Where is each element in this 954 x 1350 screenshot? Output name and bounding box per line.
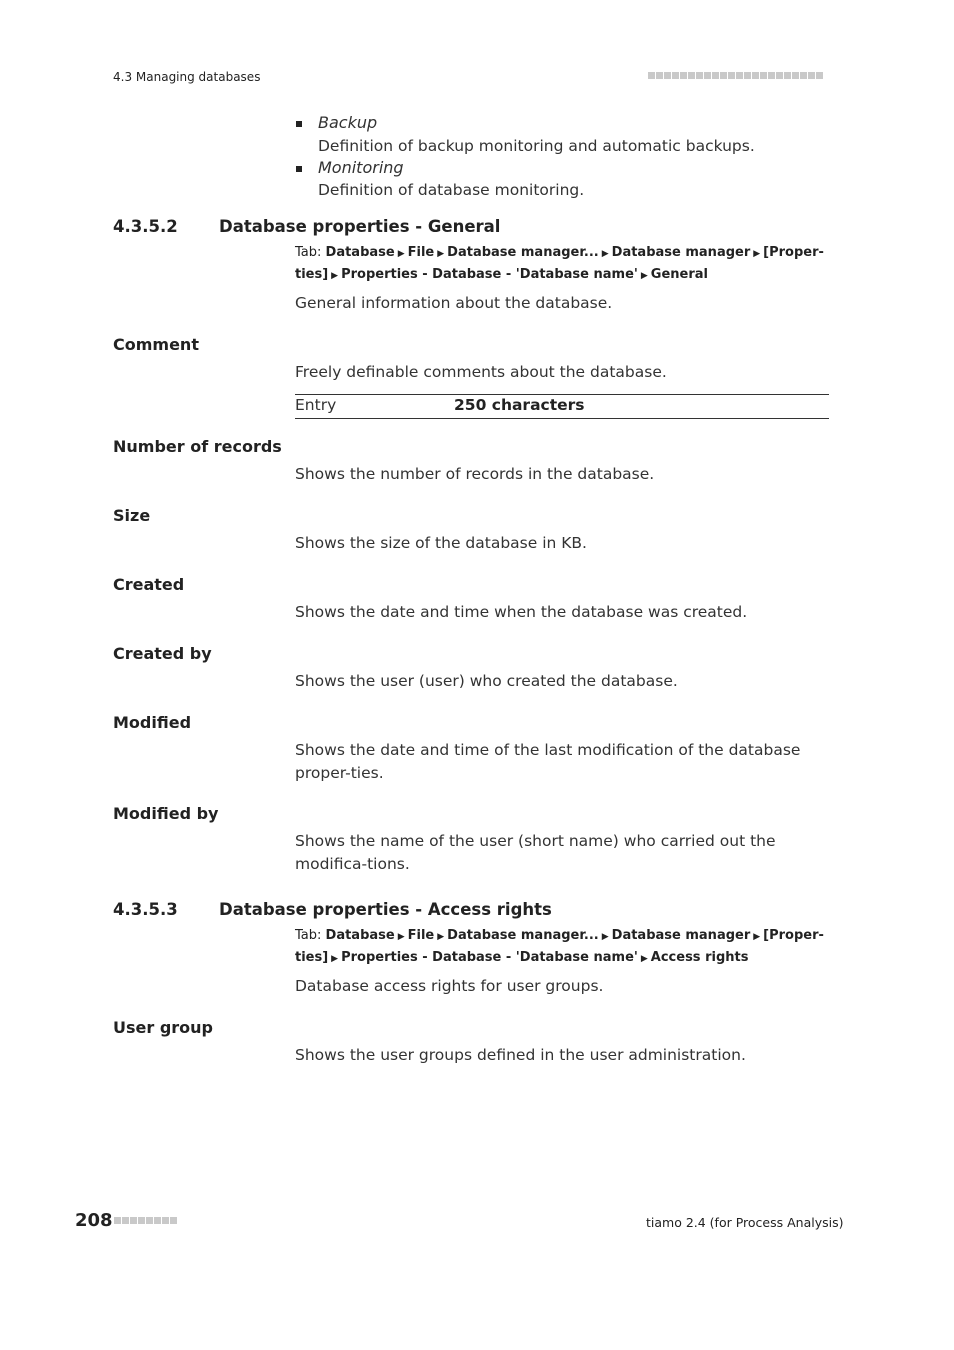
desc-number-of-records: Shows the number of records in the database.	[295, 465, 655, 483]
bullet-text: Definition of backup monitoring and automatic backups.	[318, 137, 755, 155]
entry-label: Entry	[295, 396, 337, 414]
term-modified-by: Modified by	[113, 804, 219, 823]
navigation-path: Tab: Database ▶ File ▶ Database manager... ▶ Database manager ▶ [Proper- ties] ▶ Properties - Database - 'Database name' ▶ General	[295, 245, 824, 282]
term-modified: Modified	[113, 713, 192, 732]
term-user-group: User group	[113, 1018, 214, 1037]
section-title: Database properties - General	[219, 217, 501, 236]
term-number-of-records: Number of records	[113, 437, 282, 456]
desc-created: Shows the date and time when the database was created.	[295, 603, 748, 621]
section-number: 4.3.5.2	[113, 217, 178, 236]
running-header: 4.3 Managing databases	[113, 70, 261, 84]
desc-comment: Freely definable comments about the database.	[295, 363, 667, 381]
navigation-path: Tab: Database ▶ File ▶ Database manager... ▶ Database manager ▶ [Proper- ties] ▶ Properties - Database - 'Database name' ▶ Access rights	[295, 928, 824, 965]
section-intro: Database access rights for user groups.	[295, 977, 604, 995]
desc-user-group: Shows the user groups defined in the user administration.	[295, 1046, 746, 1064]
product-name: tiamo 2.4 (for Process Analysis)	[646, 1215, 844, 1230]
section-number: 4.3.5.3	[113, 900, 178, 919]
bullet-title: Backup	[318, 113, 378, 132]
bullet-icon	[296, 166, 302, 172]
entry-table	[295, 394, 829, 419]
desc-created-by: Shows the user (user) who created the database.	[295, 672, 678, 690]
header-decoration	[648, 72, 823, 79]
entry-value: 250 characters	[454, 396, 585, 414]
bullet-icon	[296, 121, 302, 127]
desc-modified: Shows the date and time of the last modification of the database proper-ties.	[295, 741, 801, 782]
footer-decoration	[114, 1217, 177, 1224]
term-comment: Comment	[113, 335, 199, 354]
section-title: Database properties - Access rights	[219, 900, 552, 919]
term-created: Created	[113, 575, 185, 594]
term-created-by: Created by	[113, 644, 212, 663]
bullet-text: Definition of database monitoring.	[318, 181, 585, 199]
desc-size: Shows the size of the database in KB.	[295, 534, 587, 552]
bullet-title: Monitoring	[318, 158, 404, 177]
section-intro: General information about the database.	[295, 294, 613, 312]
desc-modified-by: Shows the name of the user (short name) who carried out the modifica-tions.	[295, 832, 776, 873]
page-number: 208	[75, 1210, 113, 1231]
term-size: Size	[113, 506, 151, 525]
